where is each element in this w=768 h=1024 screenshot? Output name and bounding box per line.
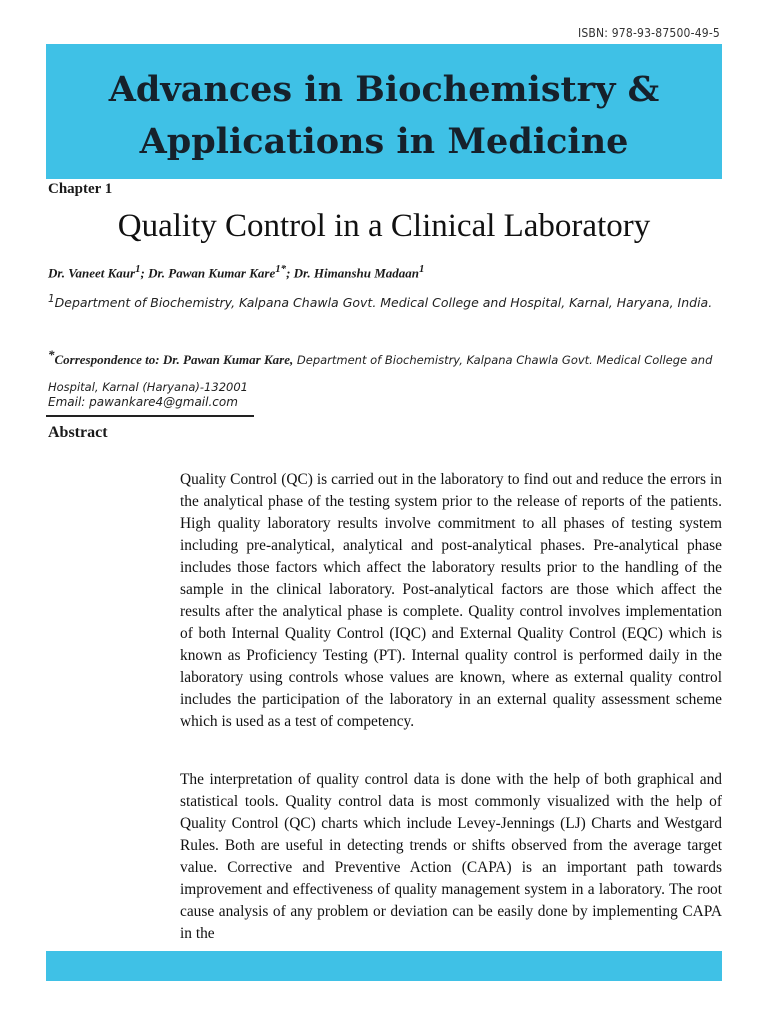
author-name: Dr. Himanshu Madaan	[293, 265, 420, 281]
footer-band	[46, 951, 722, 981]
author-list	[48, 263, 724, 281]
chapter-label: Chapter 1	[48, 181, 113, 197]
author-name: Dr. Vaneet Kaur	[48, 265, 136, 281]
affiliation	[48, 287, 722, 315]
book-title	[46, 64, 722, 168]
abstract-paragraph-2: The interpretation of quality control data is done with the help of both graphical and statistical tools. Quality control data is most commonly visualized with the help of Quality Control (QC) charts which include Levey-Jennings (LJ) Charts and Westgard Rules. Both are useful in detecting trends or shifts observed from the average target value. Corrective and Preventive Action (CAPA) is an important path towards improvement and effectiveness of quality management system in a laboratory. The root cause analysis of any problem or deviation can be easily done by implementing CAPA in the	[180, 771, 722, 942]
author-separator: ;	[286, 265, 294, 281]
chapter-title: Quality Control in a Clinical Laboratory	[117, 208, 651, 244]
affiliation-text: Department of Biochemistry, Kalpana Chawla Govt. Medical College and Hospital, Karnal, Haryana, India.	[54, 295, 713, 311]
correspondence-mark: *	[48, 347, 55, 362]
email-address[interactable]: Email: pawankare4@gmail.com	[48, 395, 238, 409]
abstract-paragraph-1: Quality Control (QC) is carried out in the laboratory to find out and reduce the errors in the analytical phase of the testing system prior to the release of reports of the patients. High quality laboratory results involve commitment to all phases of testing system including pre-analytical, analytical and post-analytical phases. Pre-analytical phase includes those factors which affect the laboratory results prior to the handling of the sample in the clinical laboratory. Post-analytical factors are those which affect the results after the analytical phase is complete. Quality control involves implementation of both Internal Quality Control (IQC) and External Quality Control (EQC) which is known as Proficiency Testing (PT). Internal quality control is performed daily in the laboratory using controls whose values are known, where as external quality control includes the participation of the laboratory in an external quality assessment scheme which is used as a test of competency.	[180, 471, 722, 730]
affiliation-mark: 1	[48, 293, 55, 305]
author-affiliation-mark: 1	[135, 263, 141, 275]
book-title-line-2: Applications in Medicine	[139, 121, 629, 162]
correspondence-lead: Correspondence to: Dr. Pawan Kumar Kare,	[54, 351, 294, 367]
divider	[46, 415, 254, 417]
abstract-heading: Abstract	[48, 424, 108, 441]
author-affiliation-mark: 1*	[275, 263, 287, 275]
author-name: Dr. Pawan Kumar Kare	[148, 265, 276, 281]
isbn-label: ISBN: 978-93-87500-49-5	[577, 26, 720, 40]
correspondence-text: Department of Biochemistry, Kalpana Chawla Govt. Medical College and Hospital, Karnal (Haryana)-132001	[48, 352, 713, 394]
author-separator: ;	[140, 265, 149, 281]
book-title-line-1: Advances in Biochemistry &	[108, 69, 660, 110]
author-affiliation-mark: 1	[419, 263, 425, 275]
correspondence	[48, 341, 722, 401]
